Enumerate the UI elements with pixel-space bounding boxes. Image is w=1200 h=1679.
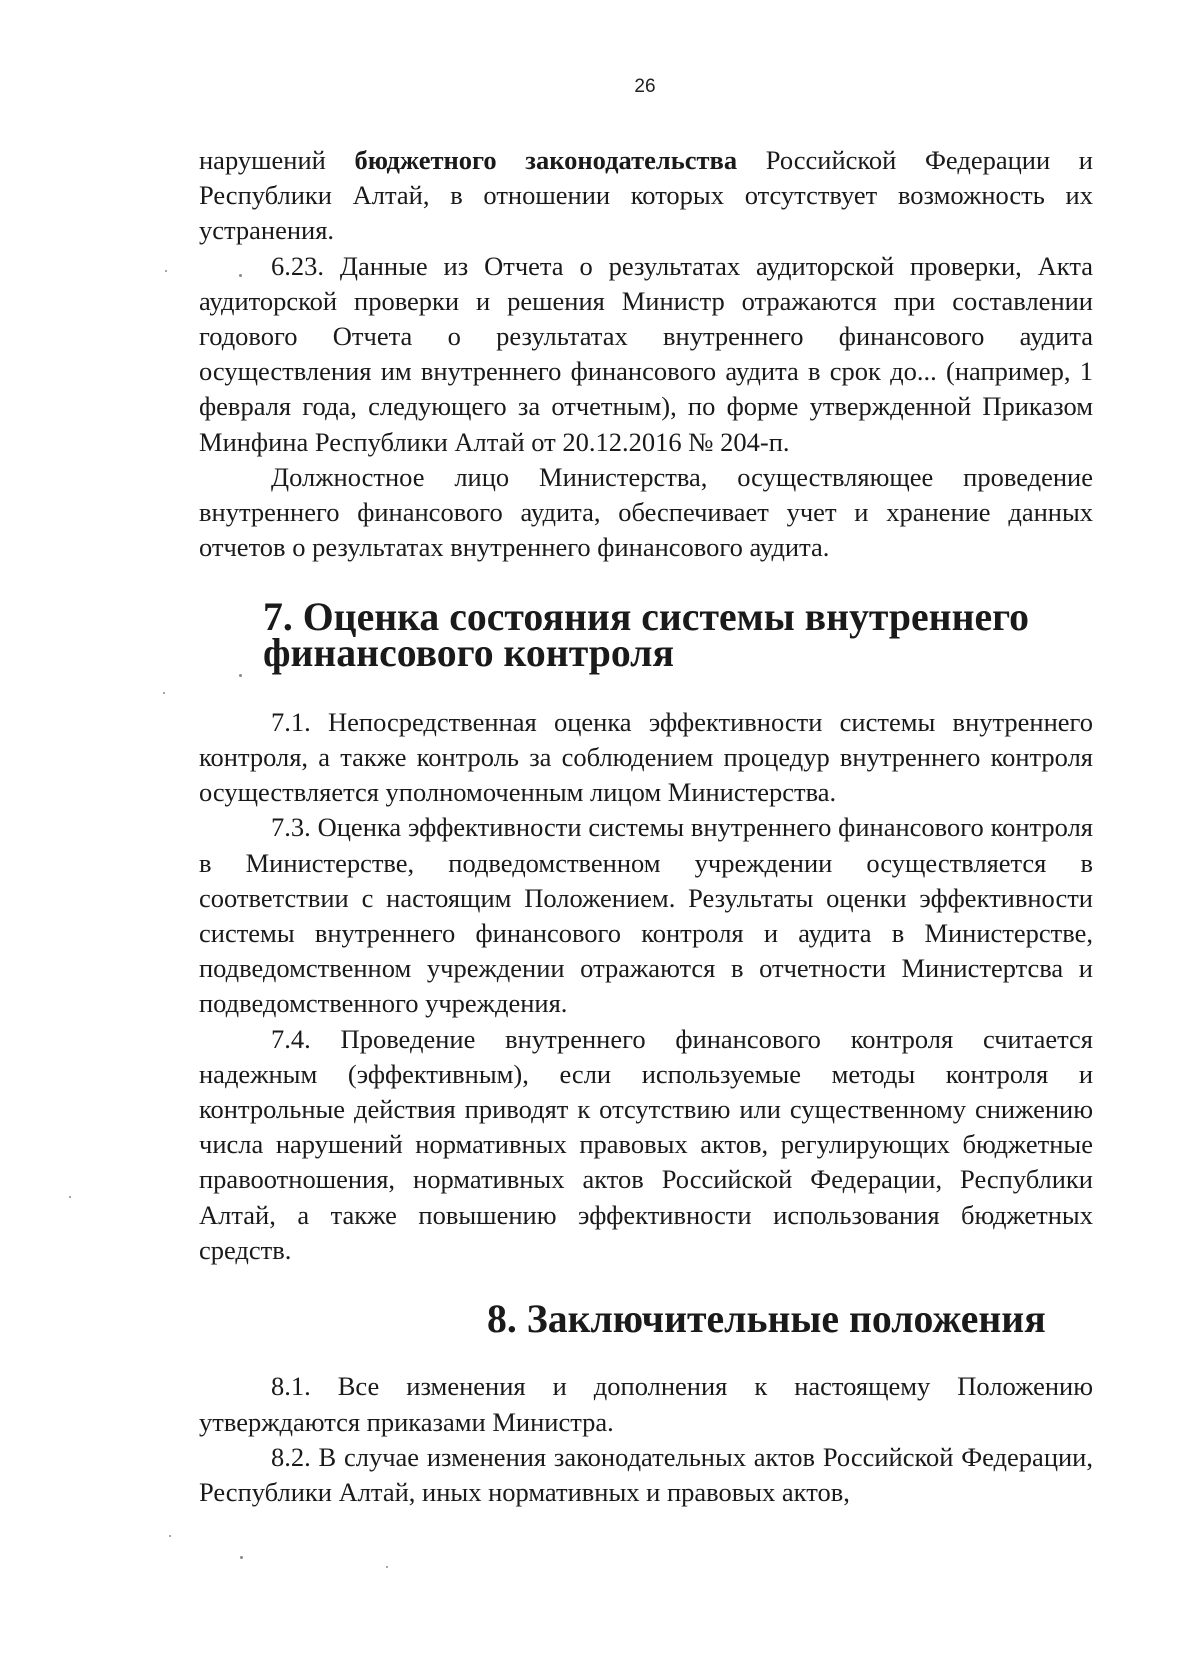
scan-speck <box>239 674 242 677</box>
paragraph-text-post: Российской Федерации и Республики Алтай, в отношении которых отсутствует возможность их устранения. <box>199 145 1093 246</box>
scan-speck <box>165 270 167 272</box>
scan-speck <box>386 1566 388 1568</box>
paragraph-7-1: 7.1. Непосредственная оценка эффективности системы внутреннего контроля, а также контроль за соблюдением процедур внутреннего контроля осуществляется уполномоченным лицом Министерства. <box>199 706 1093 808</box>
scan-speck <box>240 1556 243 1559</box>
paragraph-text-bold: бюджетного законодательства <box>354 145 738 175</box>
scan-speck <box>69 1196 71 1198</box>
paragraph-6-23: 6.23. Данные из Отчета о результатах аудиторской проверки, Акта аудиторской проверки и решения Министр отражаются при составлении годового Отчета о результатах внутреннего финансового аудита осуществления им внутреннего финансового аудита в срок до... (например, 1 февраля года, следующего за отчетным), по форме утвержденной Приказом Минфина Республики Алтай от 20.12.2016 № 204-п. <box>199 250 1093 457</box>
scan-speck <box>163 692 165 694</box>
paragraph-8-1: 8.1. Все изменения и дополнения к настоящему Положению утверждаются приказами Министра. <box>199 1371 1093 1437</box>
scan-speck <box>239 274 242 277</box>
paragraph-continuation <box>199 143 1093 249</box>
paragraph-7-4: 7.4. Проведение внутреннего финансового контроля считается надежным (эффективным), если используемые методы контроля и контрольные действия приводят к отсутствию или существенному снижению числа нарушений нормативных правовых актов, регулирующих бюджетные правоотношения, нормативных актов Российской Федерации, Республики Алтай, а также повышению эффективности использования бюджетных средств. <box>199 1023 1093 1265</box>
scan-speck <box>169 1535 171 1537</box>
page-number: 26 <box>634 76 656 97</box>
paragraph-7-3: 7.3. Оценка эффективности системы внутреннего финансового контроля в Министерстве, подведомственном учреждении осуществляется в соответствии с настоящим Положением. Результаты оценки эффективности системы внутреннего финансового контроля и аудита в Министерстве, подведомственном учреждении отражаются в отчетности Министертсва и подведомственного учреждения. <box>199 812 1093 1019</box>
paragraph-8-2: 8.2. В случае изменения законодательных актов Российской Федерации, Республики Алтай, иных нормативных и правовых актов, <box>199 1441 1093 1507</box>
paragraph-text-pre: нарушений <box>199 145 355 175</box>
section-8-heading: 8. Заключительные положения <box>487 1297 1046 1342</box>
paragraph-official-duty: Должностное лицо Министерства, осуществляющее проведение внутреннего финансового аудита, обеспечивает учет и хранение данных отчетов о результатах внутреннего финансового аудита. <box>199 461 1093 563</box>
section-7-heading: 7. Оценка состояния системы внутреннего финансового контроля <box>263 595 1030 675</box>
document-body <box>199 143 1093 1510</box>
